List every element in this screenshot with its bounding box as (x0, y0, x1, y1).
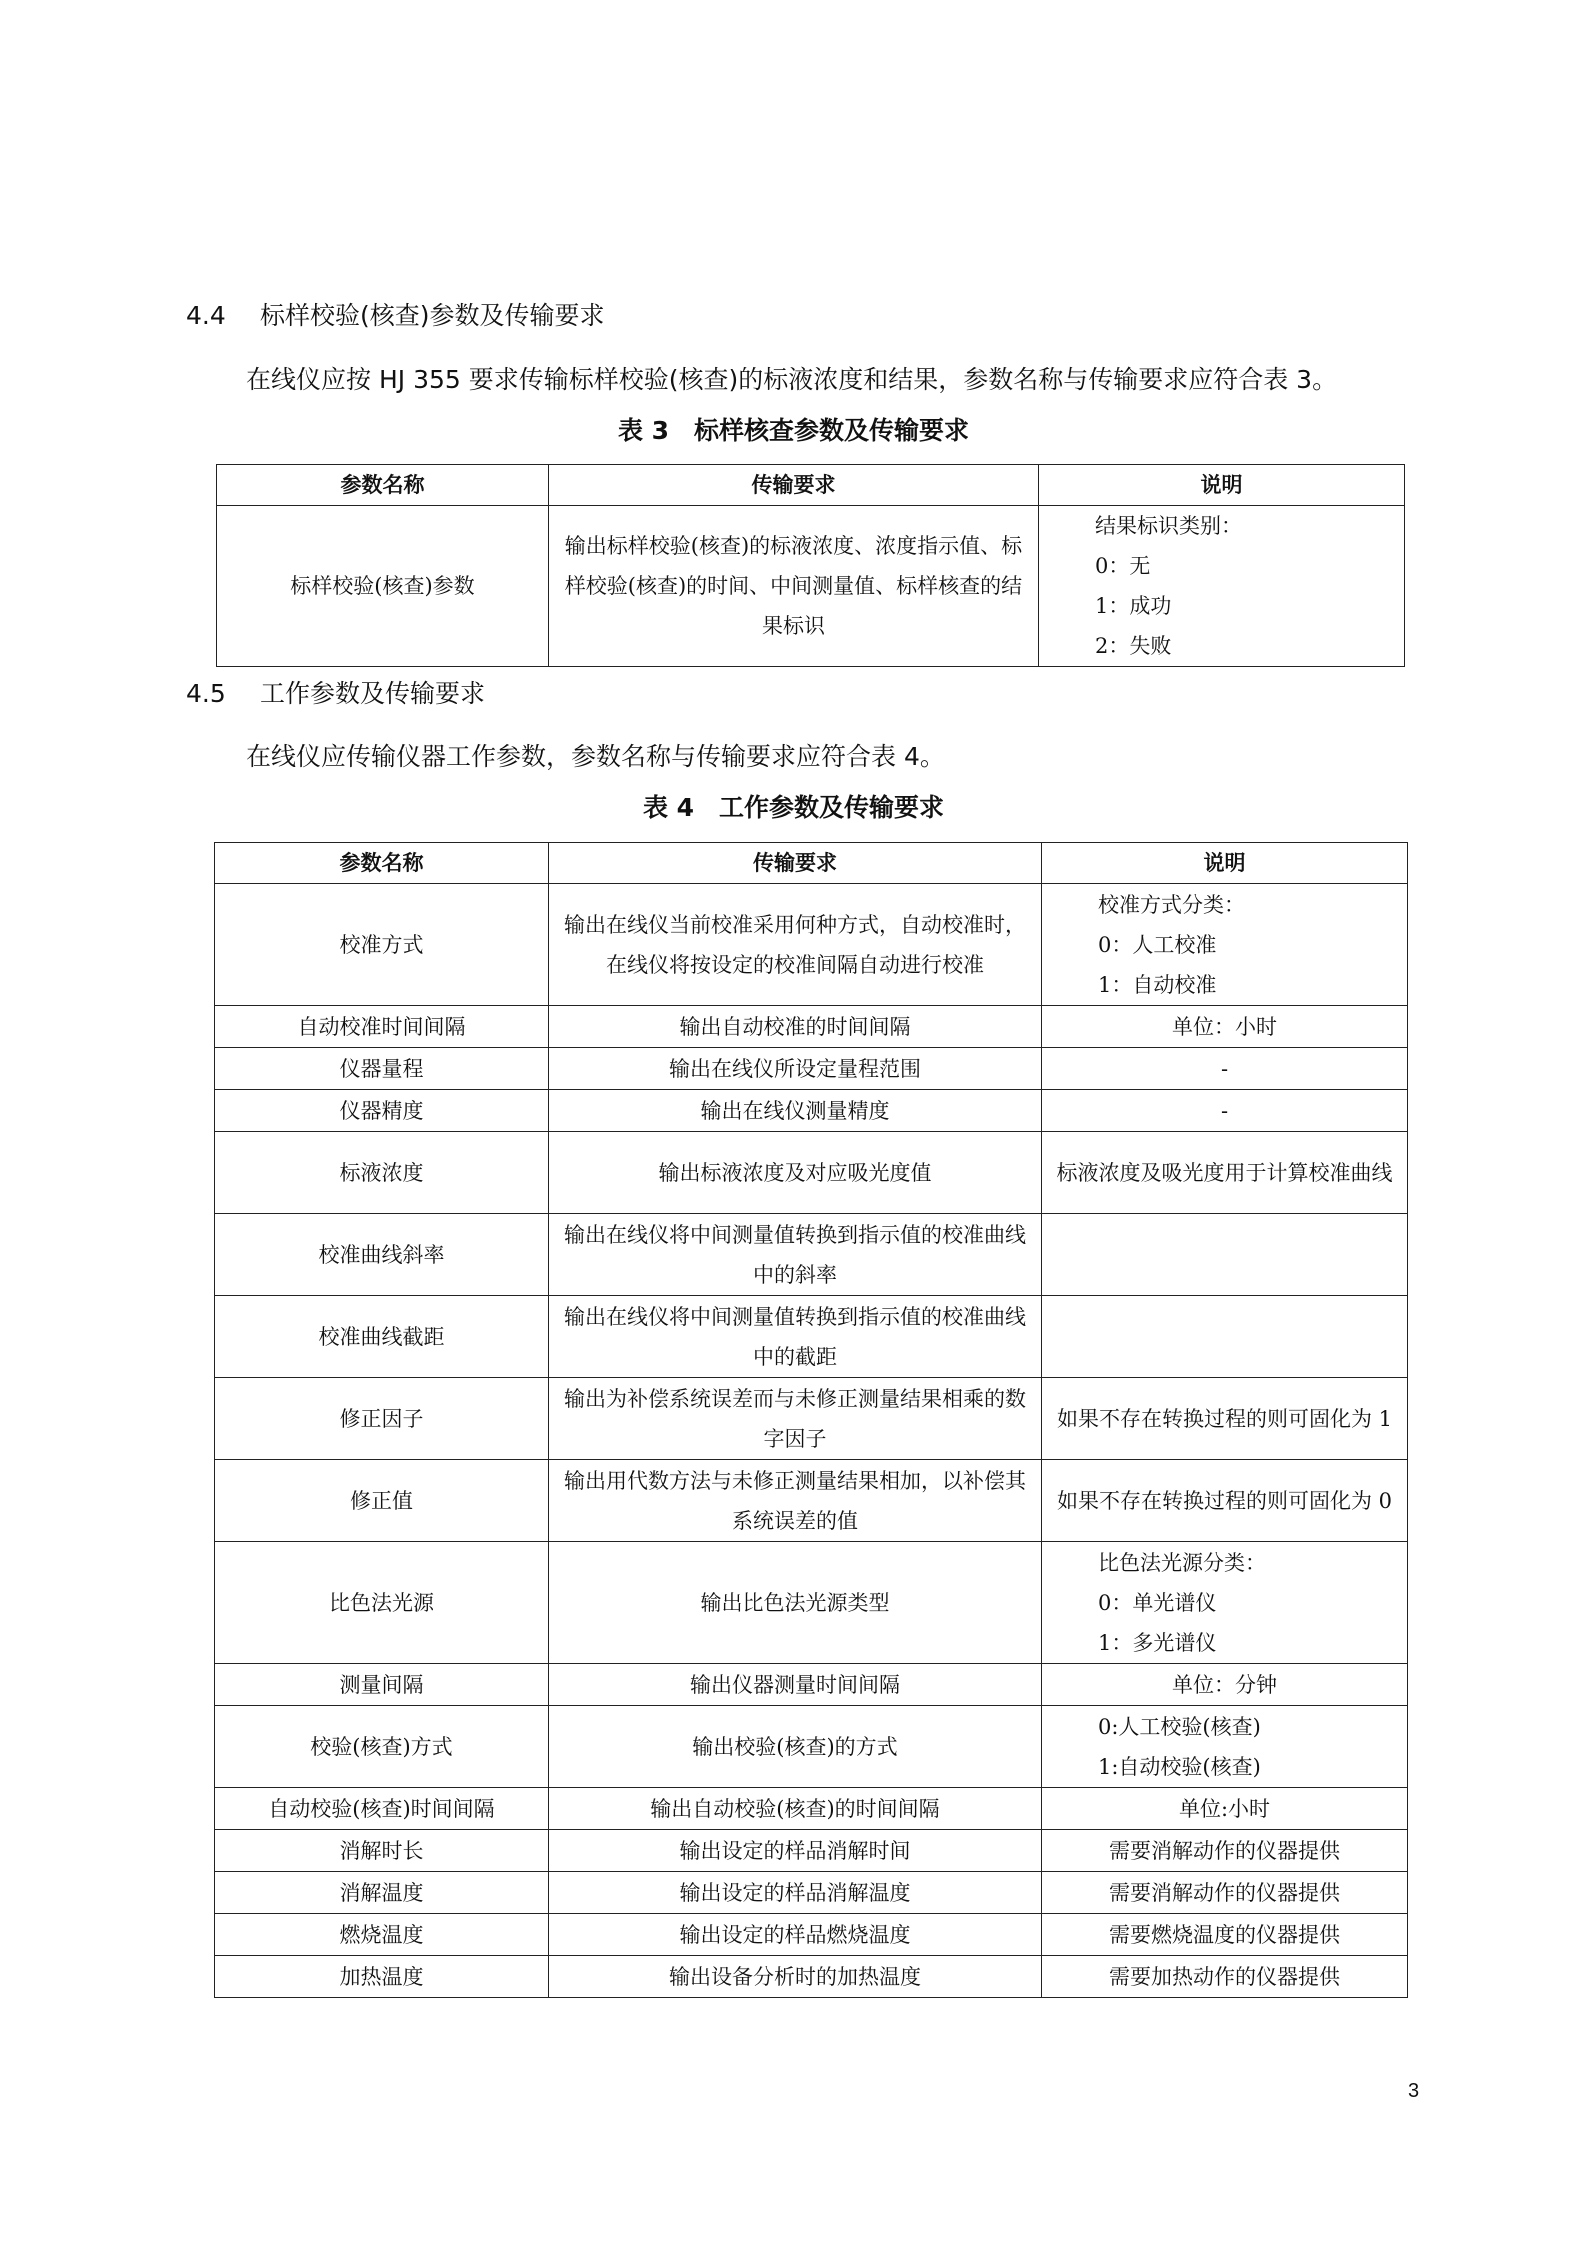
header-transmission-req: 传输要求 (549, 843, 1042, 884)
desc-line: 0：单光谱仪 (1098, 1590, 1217, 1615)
header-description: 说明 (1039, 465, 1405, 506)
cell-param-name: 标样校验(核查)参数 (217, 506, 549, 667)
table-row (215, 1132, 1408, 1214)
cell-param-name: 仪器精度 (215, 1090, 549, 1132)
desc-line: 0：人工校准 (1098, 932, 1217, 957)
table-row (215, 1214, 1408, 1296)
table-row (215, 1048, 1408, 1090)
table-3 (216, 464, 1405, 667)
section-title: 工作参数及传输要求 (260, 679, 486, 708)
cell-param-name: 消解温度 (215, 1872, 549, 1914)
cell-transmission-req: 输出自动校准的时间间隔 (549, 1006, 1042, 1048)
cell-description: 标液浓度及吸光度用于计算校准曲线 (1042, 1132, 1408, 1214)
cell-description: 需要消解动作的仪器提供 (1042, 1830, 1408, 1872)
cell-param-name: 加热温度 (215, 1956, 549, 1998)
section-4-5-heading (186, 678, 485, 710)
table-row (215, 1542, 1408, 1664)
table-row (217, 506, 1405, 667)
table-row (215, 1914, 1408, 1956)
cell-param-name: 校验(核查)方式 (215, 1706, 549, 1788)
table-row (215, 1956, 1408, 1998)
section-number: 4.5 (186, 679, 226, 708)
cell-transmission-req: 输出在线仪将中间测量值转换到指示值的校准曲线中的斜率 (549, 1214, 1042, 1296)
desc-line: 1：成功 (1095, 594, 1172, 618)
cell-description (1042, 1706, 1408, 1788)
cell-param-name: 标液浓度 (215, 1132, 549, 1214)
desc-line: 0：无 (1095, 554, 1151, 578)
cell-transmission-req: 输出仪器测量时间间隔 (549, 1664, 1042, 1706)
cell-param-name: 校准曲线截距 (215, 1296, 549, 1378)
desc-line: 校准方式分类： (1098, 892, 1245, 917)
desc-line: 1：自动校准 (1098, 972, 1217, 997)
cell-description: 单位：小时 (1042, 1006, 1408, 1048)
cell-transmission-req: 输出比色法光源类型 (549, 1542, 1042, 1664)
desc-line: 1:自动校验(核查) (1098, 1754, 1261, 1779)
cell-description: - (1042, 1090, 1408, 1132)
cell-transmission-req: 输出标液浓度及对应吸光度值 (549, 1132, 1042, 1214)
desc-line: 0:人工校验(核查) (1098, 1714, 1261, 1739)
cell-transmission-req: 输出校验(核查)的方式 (549, 1706, 1042, 1788)
cell-description (1042, 1542, 1408, 1664)
cell-param-name: 比色法光源 (215, 1542, 549, 1664)
cell-transmission-req: 输出为补偿系统误差而与未修正测量结果相乘的数字因子 (549, 1378, 1042, 1460)
cell-transmission-req: 输出在线仪测量精度 (549, 1090, 1042, 1132)
table-4-body (215, 884, 1408, 1998)
desc-line: 比色法光源分类： (1098, 1550, 1266, 1575)
desc-line: 1：多光谱仪 (1098, 1630, 1217, 1655)
section-4-4-heading (186, 300, 605, 332)
cell-transmission-req: 输出在线仪当前校准采用何种方式，自动校准时，在线仪将按设定的校准间隔自动进行校准 (549, 884, 1042, 1006)
section-4-4-paragraph: 在线仪应按 HJ 355 要求传输标样校验(核查)的标液浓度和结果，参数名称与传输要求应符合表 3。 (246, 365, 1338, 394)
header-param-name: 参数名称 (215, 843, 549, 884)
cell-description (1039, 506, 1405, 667)
table-row (215, 1006, 1408, 1048)
table-header-row (215, 843, 1408, 884)
cell-description: 需要消解动作的仪器提供 (1042, 1872, 1408, 1914)
header-transmission-req: 传输要求 (549, 465, 1039, 506)
table-header-row (217, 465, 1405, 506)
cell-param-name: 自动校准时间间隔 (215, 1006, 549, 1048)
table-row (215, 1090, 1408, 1132)
section-4-5-paragraph: 在线仪应传输仪器工作参数，参数名称与传输要求应符合表 4。 (246, 742, 945, 771)
cell-transmission-req: 输出自动校验(核查)的时间间隔 (549, 1788, 1042, 1830)
desc-line: 结果标识类别： (1095, 514, 1242, 538)
cell-description: 需要燃烧温度的仪器提供 (1042, 1914, 1408, 1956)
cell-transmission-req: 输出设定的样品燃烧温度 (549, 1914, 1042, 1956)
cell-param-name: 测量间隔 (215, 1664, 549, 1706)
cell-param-name: 修正因子 (215, 1378, 549, 1460)
table-4-caption: 表 4 工作参数及传输要求 (642, 793, 945, 822)
cell-param-name: 燃烧温度 (215, 1914, 549, 1956)
header-param-name: 参数名称 (217, 465, 549, 506)
page-number: 3 (1408, 2080, 1420, 2102)
table-row (215, 1706, 1408, 1788)
cell-transmission-req: 输出在线仪所设定量程范围 (549, 1048, 1042, 1090)
cell-param-name: 校准曲线斜率 (215, 1214, 549, 1296)
cell-description: 需要加热动作的仪器提供 (1042, 1956, 1408, 1998)
table-4 (214, 842, 1408, 1998)
cell-transmission-req: 输出设备分析时的加热温度 (549, 1956, 1042, 1998)
cell-description: 单位:小时 (1042, 1788, 1408, 1830)
cell-transmission-req: 输出标样校验(核查)的标液浓度、浓度指示值、标样校验(核查)的时间、中间测量值、标样核查的结果标识 (549, 506, 1039, 667)
header-description: 说明 (1042, 843, 1408, 884)
section-title: 标样校验(核查)参数及传输要求 (260, 301, 605, 330)
cell-transmission-req: 输出在线仪将中间测量值转换到指示值的校准曲线中的截距 (549, 1296, 1042, 1378)
cell-description: - (1042, 1048, 1408, 1090)
table-3-caption: 表 3 标样核查参数及传输要求 (617, 416, 970, 445)
table-row (215, 1296, 1408, 1378)
cell-description (1042, 884, 1408, 1006)
cell-param-name: 自动校验(核查)时间间隔 (215, 1788, 549, 1830)
desc-line: 2：失败 (1095, 634, 1172, 658)
table-row (215, 1378, 1408, 1460)
table-row (215, 1664, 1408, 1706)
cell-description: 如果不存在转换过程的则可固化为 0 (1042, 1460, 1408, 1542)
cell-param-name: 校准方式 (215, 884, 549, 1006)
cell-description (1042, 1214, 1408, 1296)
cell-param-name: 修正值 (215, 1460, 549, 1542)
table-row (215, 1830, 1408, 1872)
cell-transmission-req: 输出用代数方法与未修正测量结果相加，以补偿其系统误差的值 (549, 1460, 1042, 1542)
cell-param-name: 消解时长 (215, 1830, 549, 1872)
cell-transmission-req: 输出设定的样品消解温度 (549, 1872, 1042, 1914)
section-number: 4.4 (186, 301, 226, 330)
cell-description (1042, 1296, 1408, 1378)
table-row (215, 1460, 1408, 1542)
cell-description: 单位：分钟 (1042, 1664, 1408, 1706)
table-row (215, 1788, 1408, 1830)
table-row (215, 1872, 1408, 1914)
cell-description: 如果不存在转换过程的则可固化为 1 (1042, 1378, 1408, 1460)
cell-transmission-req: 输出设定的样品消解时间 (549, 1830, 1042, 1872)
table-row (215, 884, 1408, 1006)
cell-param-name: 仪器量程 (215, 1048, 549, 1090)
